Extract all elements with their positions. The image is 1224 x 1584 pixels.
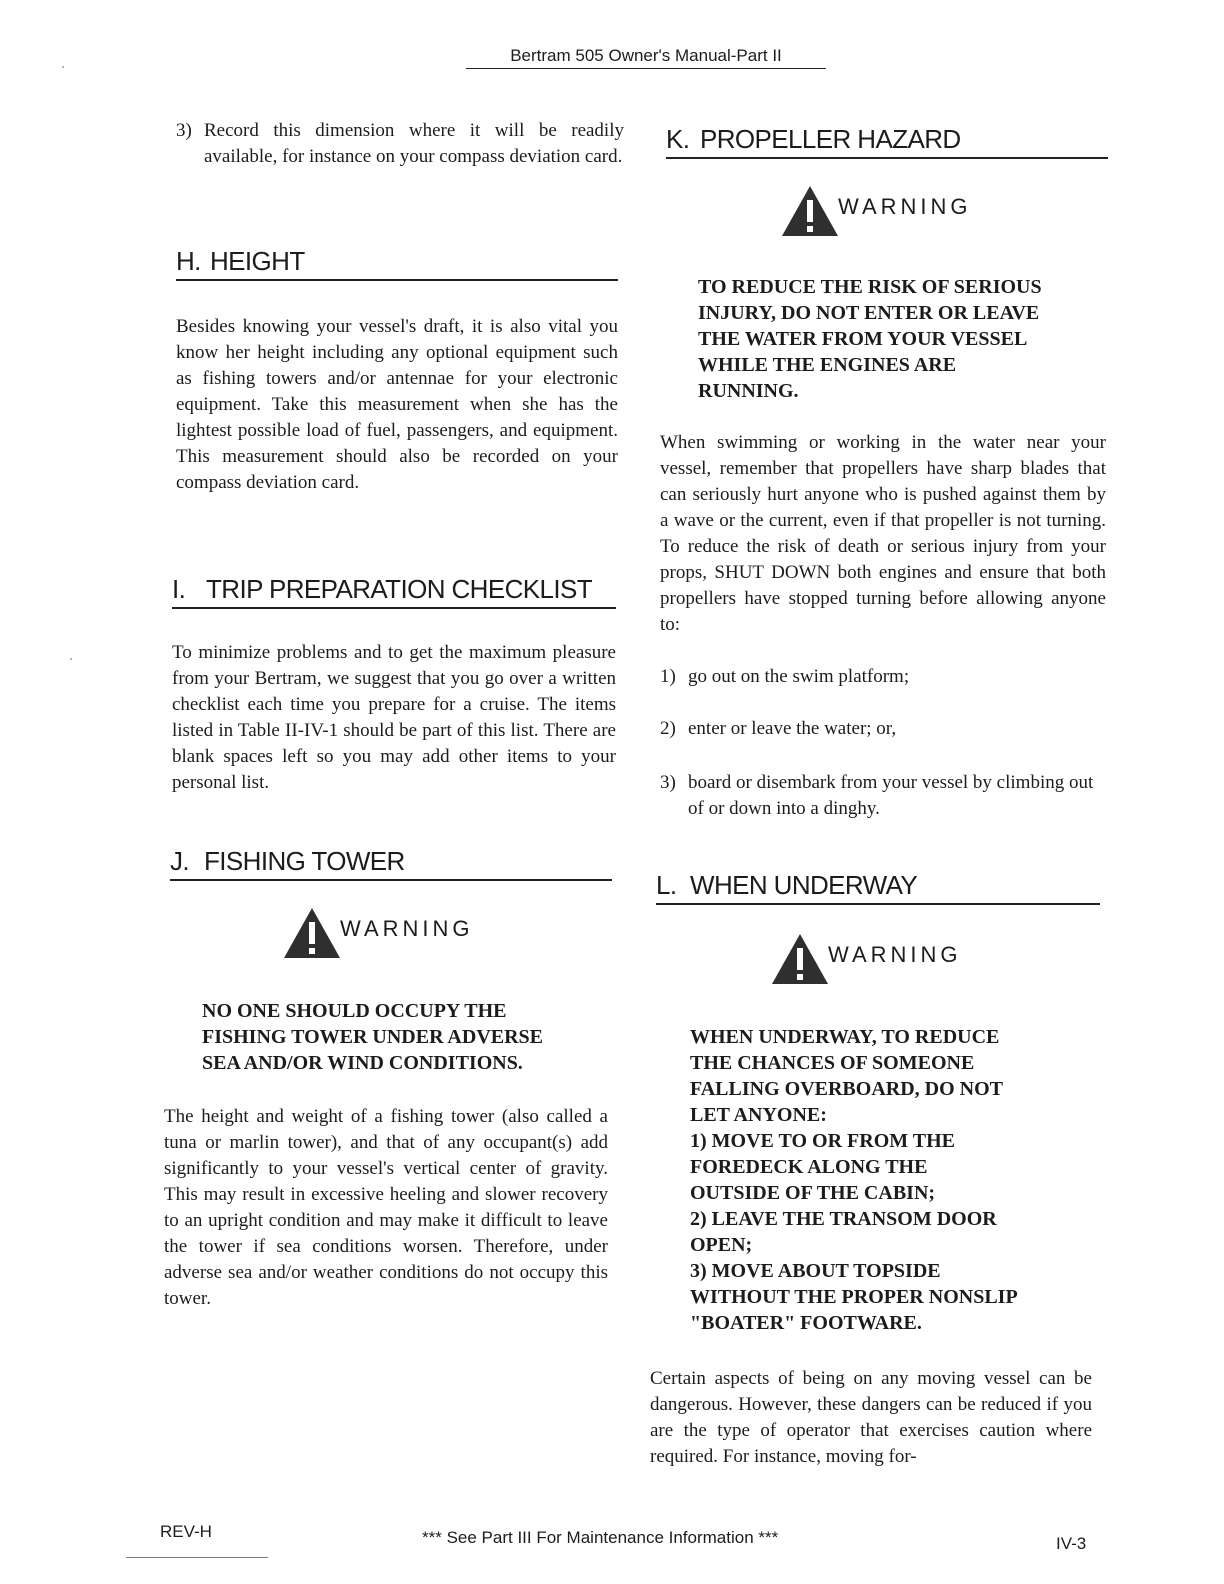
section-title: PROPELLER HAZARD	[700, 124, 961, 154]
fishing-tower-warning-text	[202, 998, 622, 1076]
section-l-heading	[656, 870, 1100, 905]
section-letter: H.	[176, 246, 201, 276]
item-number: 2)	[660, 718, 676, 739]
section-i-body: To minimize problems and to get the maximum pleasure from your Bertram, we suggest that you go over a written checklist each time you prepare for a cruise. The items listed in Table II-IV-1 should be part of this list. There are blank spaces left so you may add other items to your personal list.	[172, 642, 616, 793]
warning-line: WHILE THE ENGINES ARE	[698, 354, 957, 376]
underway-warning	[650, 932, 1110, 986]
intro-step	[176, 118, 624, 170]
propeller-list-item	[660, 716, 1106, 742]
scan-speck	[62, 66, 64, 68]
fishing-tower-warning	[164, 906, 624, 960]
item-text: board or disembark from your vessel by climbing out of or down into a dinghy.	[688, 772, 1094, 819]
section-h-heading	[176, 246, 618, 281]
propeller-list-item	[660, 770, 1106, 822]
item-text: go out on the swim platform;	[688, 666, 910, 687]
warning-line: FALLING OVERBOARD, DO NOT	[690, 1078, 1003, 1100]
section-letter: L.	[656, 870, 677, 900]
warning-line: LET ANYONE:	[690, 1104, 827, 1126]
warning-label: WARNING	[340, 916, 474, 941]
footer-revision: REV-H	[160, 1522, 212, 1541]
section-j-heading	[170, 846, 612, 881]
warning-label: WARNING	[838, 194, 972, 219]
footer-rule	[126, 1557, 268, 1558]
section-letter: I.	[172, 574, 186, 604]
warning-line: 1) MOVE TO OR FROM THE	[690, 1130, 956, 1152]
underway-warning-text	[690, 1024, 1110, 1336]
scan-speck	[70, 658, 72, 660]
warning-line: FISHING TOWER UNDER ADVERSE	[202, 1026, 544, 1048]
step-text: Record this dimension where it will be readily available, for instance on your compass deviation card.	[204, 120, 624, 167]
section-j-body: The height and weight of a fishing tower (also called a tuna or marlin tower), and that of any occupant(s) add significantly to your vessel's vertical center of gravity. This may result in excessive heeling and slower recovery to an upright condition and may make it difficult to leave the tower if sea conditions worsen. Therefore, under adverse sea and/or weather conditions do not occupy this tower.	[164, 1106, 608, 1309]
warning-triangle-icon	[282, 906, 342, 960]
footer-page-number: IV-3	[1056, 1534, 1087, 1553]
item-text: enter or leave the water; or,	[688, 718, 897, 739]
warning-line: THE CHANCES OF SOMEONE	[690, 1052, 975, 1074]
section-letter: J.	[170, 846, 190, 876]
section-k-heading	[666, 124, 1108, 159]
warning-line: SEA AND/OR WIND CONDITIONS.	[202, 1052, 523, 1074]
warning-line: 2) LEAVE THE TRANSOM DOOR	[690, 1208, 997, 1230]
warning-line: WITHOUT THE PROPER NONSLIP	[690, 1286, 1018, 1308]
warning-line: INJURY, DO NOT ENTER OR LEAVE	[698, 302, 1040, 324]
section-title: FISHING TOWER	[204, 846, 405, 876]
warning-line: TO REDUCE THE RISK OF SERIOUS	[698, 276, 1042, 298]
propeller-warning	[650, 184, 1110, 238]
section-title: TRIP PREPARATION CHECKLIST	[206, 574, 593, 604]
section-l-body: Certain aspects of being on any moving vessel can be dangerous. However, these dangers can be reduced if you are the type of operator that exercises caution where required. For instance, moving for-	[650, 1368, 1092, 1467]
propeller-warning-text	[698, 274, 1108, 404]
warning-triangle-icon	[770, 932, 830, 986]
section-title: HEIGHT	[210, 246, 305, 276]
section-h-body: Besides knowing your vessel's draft, it is also vital you know her height including any optional equipment such as fishing towers and/or antennae for your electronic equipment. Take this measurement when she has the lightest possible load of fuel, passengers, and equipment. This measurement should also be recorded on your compass deviation card.	[176, 316, 618, 493]
warning-triangle-icon	[780, 184, 840, 238]
warning-line: RUNNING.	[698, 380, 799, 402]
propeller-list-item	[660, 664, 1106, 690]
section-i-heading	[172, 574, 616, 609]
warning-label: WARNING	[828, 942, 962, 967]
item-number: 3)	[660, 772, 676, 793]
section-k-body: When swimming or working in the water near your vessel, remember that propellers have sharp blades that can seriously hurt anyone who is pushed against them by a wave or the current, even if that propeller is not turning. To reduce the risk of death or serious injury from your props, SHUT DOWN both engines and ensure that both propellers have stopped turning before allowing anyone to:	[660, 432, 1106, 635]
warning-line: "BOATER" FOOTWARE.	[690, 1312, 922, 1334]
footer-note: *** See Part III For Maintenance Information ***	[422, 1528, 779, 1547]
step-number: 3)	[176, 120, 192, 141]
warning-line: 3) MOVE ABOUT TOPSIDE	[690, 1260, 941, 1282]
warning-line: WHEN UNDERWAY, TO REDUCE	[690, 1026, 1000, 1048]
warning-line: OPEN;	[690, 1234, 753, 1256]
page-header: Bertram 505 Owner's Manual-Part II	[466, 46, 826, 69]
warning-line: OUTSIDE OF THE CABIN;	[690, 1182, 936, 1204]
warning-line: NO ONE SHOULD OCCUPY THE	[202, 1000, 507, 1022]
warning-line: FOREDECK ALONG THE	[690, 1156, 928, 1178]
item-number: 1)	[660, 666, 676, 687]
warning-line: THE WATER FROM YOUR VESSEL	[698, 328, 1028, 350]
section-letter: K.	[666, 124, 690, 154]
section-title: WHEN UNDERWAY	[690, 870, 918, 900]
